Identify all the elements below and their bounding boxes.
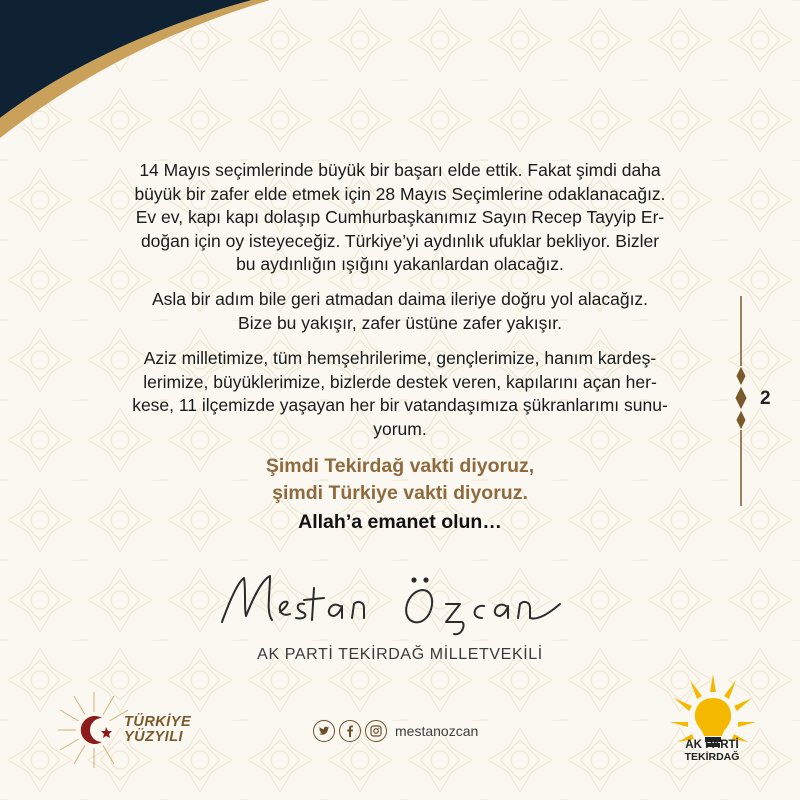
farewell-text: Allah’a emanet olun… [298,511,502,533]
facebook-icon[interactable] [339,720,361,742]
paragraph-election [80,159,720,277]
paragraph-line: kese, 11 ilçemizde yaşayan her bir vatandaşımıza şükranlarımı sunu- [132,395,668,415]
signature [200,560,600,640]
paragraph-line: lerimize, büyüklerimize, bizlerde destek veren, kapılarını açan her- [143,371,657,392]
slogan [150,453,650,507]
corner-decoration [0,0,280,150]
paragraph-line: yorum. [373,418,427,439]
paragraph-line: Ev ev, kapı kapı dolaşıp Cumhurbaşkanımız Sayın Recep Tayyip Er- [135,207,665,227]
paragraph-line: Asla bir adım bile geri atmadan daima ileriye doğru yol alacağız. [151,289,649,309]
page-ornament [728,296,754,506]
party-name: AK PARTİ [685,739,739,751]
paragraph-line: Aziz milletimize, tüm hemşehrilerime, gençlerimize, hanım kardeş- [143,348,657,368]
paragraph-line: doğan için oy isteyeceğiz. Türkiye’yi aydınlık ufuklar bekliyor. Bizler [140,230,660,251]
turkiye-yuzyili-text [124,715,191,745]
twitter-icon[interactable] [313,720,335,742]
turkiye-logo-line: YÜZYILI [124,729,184,745]
social-links [313,718,478,744]
paragraph-forward [80,288,720,335]
party-province: TEKİRDAĞ [684,750,740,763]
paragraph-thanks [80,347,720,441]
ak-parti-text [660,740,764,763]
ak-parti-logo [668,672,758,780]
paragraph-line: bu aydınlığın ışığını yakanlardan olacağız. [236,254,564,274]
social-handle[interactable]: mestanozcan [395,723,479,739]
role-title: AK PARTİ TEKİRDAĞ MİLLETVEKİLİ [257,646,543,663]
page-number: 2 [760,388,771,409]
paragraph-line: 14 Mayıs seçimlerinde büyük bir başarı elde ettik. Fakat şimdi daha [139,160,661,180]
paragraph-line: büyük bir zafer elde etmek için 28 Mayıs Seçimlerine odaklanacağız. [134,183,666,204]
turkiye-logo-line: TÜRKİYE [124,714,192,730]
instagram-icon[interactable] [365,720,387,742]
slogan-line: Şimdi Tekirdağ vakti diyoruz, [265,455,535,477]
paragraph-line: Bize bu yakışır, zafer üstüne zafer yakışır. [238,312,562,333]
slogan-line: şimdi Türkiye vakti diyoruz. [272,482,528,504]
